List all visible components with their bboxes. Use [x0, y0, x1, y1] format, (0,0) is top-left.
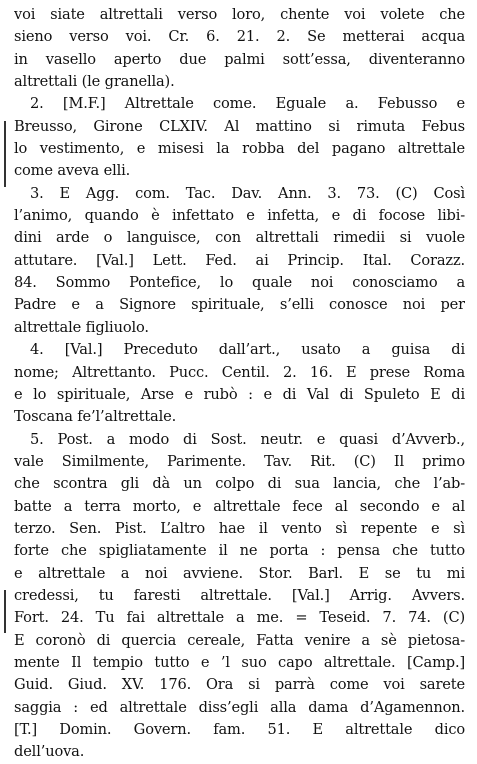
text-line: mente Il tempio tutto e ’l suo capo altrettale. [Camp.] — [14, 653, 465, 671]
text-line: 5. Post. a modo di Sost. neutr. e quasi d’Avverb., — [30, 430, 465, 448]
text-line: e altrettale a noi avviene. Stor. Barl. E se tu mi — [14, 564, 465, 582]
text-line: che scontra gli dà un colpo di sua lancia, che l’ab- — [14, 475, 465, 493]
text-line: 3. E Agg. com. Tac. Dav. Ann. 3. 73. (C) Così — [30, 184, 465, 202]
text-line: saggia : ed altrettale diss’egli alla dama d’Agamennon. — [14, 698, 465, 716]
text-line: come aveva elli. — [14, 162, 131, 180]
text-column — [14, 4, 465, 764]
margin-bar-top — [4, 121, 6, 187]
text-line: 84. Sommo Pontefice, lo quale noi conosciamo a — [14, 274, 465, 292]
text-line: nome; Altrettanto. Pucc. Centil. 2. 16. E prese Roma — [14, 363, 465, 381]
text-line: batte a terra morto, e altrettale fece al secondo e al — [14, 497, 465, 515]
text-line: altrettale figliuolo. — [14, 318, 149, 336]
text-line: l’animo, quando è infettato e infetta, e di focose libi- — [14, 207, 465, 225]
text-line: Breusso, Girone CLXIV. Al mattino si rimuta Febus — [14, 117, 465, 135]
text-line: voi siate altrettali verso loro, chente voi volete che — [14, 6, 465, 23]
text-line: in vasello aperto due palmi sott’essa, diventeranno — [14, 50, 465, 68]
text-line: Fort. 24. Tu fai altrettale a me. = Teseid. 7. 74. (C) — [14, 609, 465, 627]
text-line: e lo spirituale, Arse e rubò : e di Val di Spuleto E di — [14, 385, 465, 403]
text-line: sieno verso voi. Cr. 6. 21. 2. Se metterai acqua — [14, 28, 465, 46]
text-line: forte che spigliatamente il ne porta : pensa che tutto — [14, 542, 465, 560]
text-line: Padre e a Signore spirituale, s’elli conosce noi per — [14, 296, 465, 314]
text-line: vale Similmente, Parimente. Tav. Rit. (C) Il primo — [14, 452, 465, 470]
text-line: 2. [M.F.] Altrettale come. Eguale a. Febusso e — [30, 95, 465, 113]
text-line: altrettali (le granella). — [14, 73, 175, 91]
text-line: 4. [Val.] Preceduto dall’art., usato a guisa di — [30, 341, 465, 359]
text-line: dell’uova. — [14, 743, 85, 761]
text-line: E coronò di quercia cereale, Fatta venire a sè pietosa- — [14, 631, 465, 649]
text-line: attutare. [Val.] Lett. Fed. ai Princip. Ital. Corazz. — [14, 251, 465, 269]
text-line: [T.] Domin. Govern. fam. 51. E altrettale dico — [14, 721, 465, 738]
text-line: Toscana fe’l’altrettale. — [14, 408, 177, 426]
text-line: dini arde o languisce, con altrettali rimedii si vuole — [14, 229, 465, 247]
text-line: terzo. Sen. Pist. L’altro hae il vento sì repente e sì — [14, 519, 465, 537]
text-line: credessi, tu faresti altrettale. [Val.] Arrig. Avvers. — [14, 586, 465, 604]
text-line: Guid. Giud. XV. 176. Ora si parrà come voi sarete — [14, 676, 465, 694]
text-line: lo vestimento, e misesi la robba del pagano altrettale — [14, 140, 465, 158]
margin-bar-bottom — [4, 590, 6, 633]
